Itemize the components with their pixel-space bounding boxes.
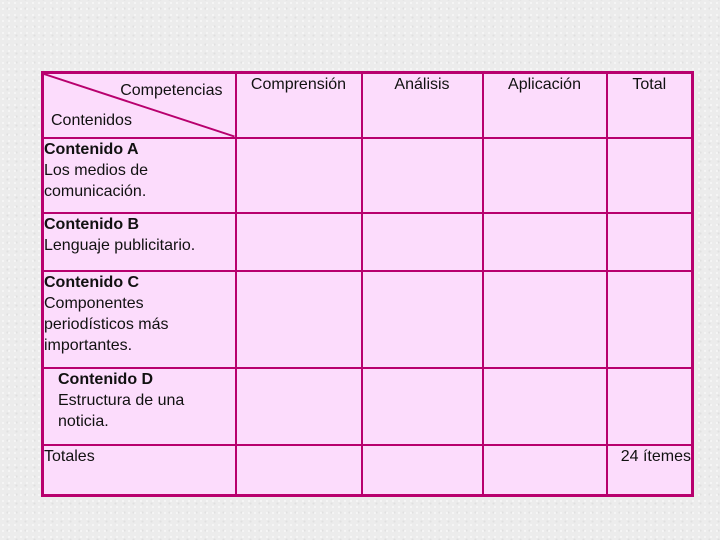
table-cell xyxy=(236,271,362,368)
column-header-analisis: Análisis xyxy=(362,73,483,138)
totals-label: Totales xyxy=(43,445,236,496)
competency-table xyxy=(41,71,694,497)
table-cell xyxy=(236,213,362,271)
table-cell xyxy=(362,213,483,271)
table-cell xyxy=(607,138,693,213)
content-description: Estructura de una noticia. xyxy=(58,391,185,430)
corner-label-contenidos: Contenidos xyxy=(51,111,132,129)
content-title: Contenido A xyxy=(44,140,139,158)
table-cell xyxy=(483,138,607,213)
table-row xyxy=(43,138,693,213)
table-cell xyxy=(362,368,483,445)
table-cell xyxy=(483,368,607,445)
total-items-value: 24 ítemes xyxy=(607,445,693,496)
table-cell xyxy=(236,368,362,445)
table-cell xyxy=(236,445,362,496)
content-description: Lenguaje publicitario. xyxy=(44,236,196,254)
content-cell-a xyxy=(43,138,236,213)
table-cell xyxy=(483,213,607,271)
content-cell-d xyxy=(43,368,236,445)
column-header-aplicacion: Aplicación xyxy=(483,73,607,138)
totals-row xyxy=(43,445,693,496)
column-header-comprension: Comprensión xyxy=(236,73,362,138)
corner-label-competencias: Competencias xyxy=(120,82,223,99)
column-header-total: Total xyxy=(607,73,693,138)
header-row xyxy=(43,73,693,138)
content-description: Los medios de comunicación. xyxy=(44,161,149,200)
content-description: Componentes periodísticos más importantes. xyxy=(44,294,169,354)
content-title: Contenido D xyxy=(58,370,154,388)
table-cell xyxy=(607,271,693,368)
table-cell xyxy=(607,368,693,445)
table-cell xyxy=(607,213,693,271)
table-cell xyxy=(362,271,483,368)
table-cell xyxy=(362,445,483,496)
corner-cell xyxy=(43,73,236,138)
table-cell xyxy=(483,271,607,368)
table-row xyxy=(43,271,693,368)
content-cell-b xyxy=(43,213,236,271)
table-cell xyxy=(236,138,362,213)
content-title: Contenido C xyxy=(44,273,140,291)
table-cell xyxy=(362,138,483,213)
table-row xyxy=(43,213,693,271)
table-cell xyxy=(483,445,607,496)
content-cell-c xyxy=(43,271,236,368)
content-title: Contenido B xyxy=(44,215,140,233)
table-row xyxy=(43,368,693,445)
